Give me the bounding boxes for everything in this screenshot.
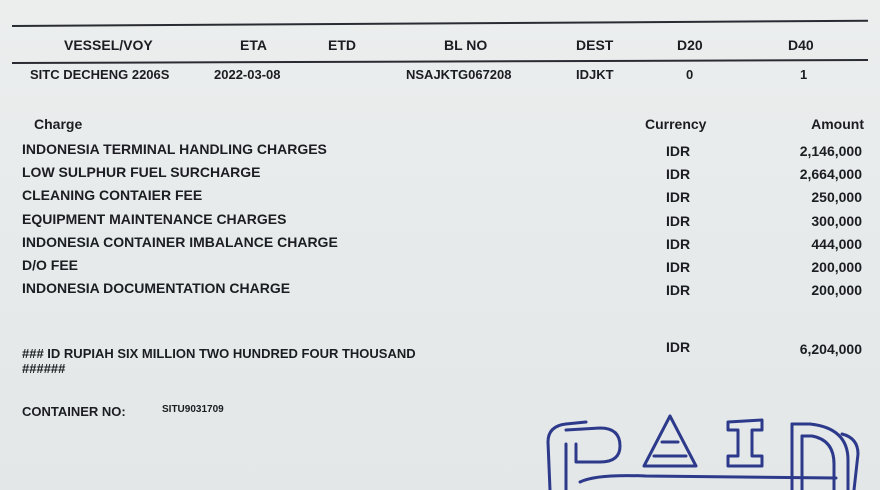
eta-value: 2022-03-08: [214, 67, 281, 82]
charge-amount: 2,664,000: [799, 166, 862, 183]
charge-currency: IDR: [666, 166, 691, 183]
charge-amount: 444,000: [811, 235, 862, 252]
col-header-dest: DEST: [576, 37, 614, 53]
charge-currency: IDR: [666, 259, 691, 275]
charge-description: EQUIPMENT MAINTENANCE CHARGES: [22, 210, 287, 227]
container-no-value: SITU9031709: [162, 404, 224, 415]
col-header-d20: D20: [677, 37, 703, 53]
top-rule: [12, 20, 868, 27]
total-amount: 6,204,000: [799, 341, 862, 357]
charge-amount: 200,000: [811, 259, 862, 275]
charge-row: [0, 258, 880, 280]
dest-value: IDJKT: [576, 67, 614, 82]
charge-row: [0, 212, 880, 234]
charge-description: INDONESIA DOCUMENTATION CHARGE: [22, 280, 291, 297]
currency-col-header: Currency: [645, 116, 707, 132]
bl-no-value: NSAJKTG067208: [406, 67, 512, 82]
charge-description: INDONESIA TERMINAL HANDLING CHARGES: [22, 141, 327, 157]
charge-currency: IDR: [666, 235, 691, 252]
d20-value: 0: [686, 67, 694, 82]
charge-amount: 2,146,000: [799, 143, 862, 159]
col-header-vessel-voy: VESSEL/VOY: [64, 37, 153, 53]
container-no-label: CONTAINER NO:: [22, 404, 126, 419]
charge-row: [0, 188, 880, 210]
charge-row: [0, 281, 880, 303]
d40-value: 1: [800, 67, 808, 82]
charge-col-header: Charge: [34, 116, 83, 132]
charge-description: LOW SULPHUR FUEL SURCHARGE: [22, 164, 261, 181]
charge-description: D/O FEE: [22, 257, 79, 273]
charge-amount: 300,000: [811, 212, 862, 229]
total-currency: IDR: [666, 339, 691, 355]
charge-row: [0, 235, 880, 257]
col-header-bl-no: BL NO: [444, 37, 488, 53]
header-rule: [12, 59, 868, 64]
charge-description: CLEANING CONTAIER FEE: [22, 187, 203, 204]
vessel-voy-value: SITC DECHENG 2206S: [30, 67, 170, 82]
charge-currency: IDR: [666, 282, 691, 299]
col-header-eta: ETA: [240, 37, 267, 53]
col-header-d40: D40: [788, 37, 814, 53]
charge-amount: 250,000: [811, 189, 862, 206]
paid-stamp-graphic: [536, 404, 876, 490]
charge-row: [0, 142, 880, 164]
charge-currency: IDR: [666, 189, 691, 206]
col-header-etd: ETD: [328, 37, 356, 53]
charge-row: [0, 165, 880, 187]
charge-description: INDONESIA CONTAINER IMBALANCE CHARGE: [22, 233, 338, 250]
charge-currency: IDR: [666, 143, 691, 159]
paid-stamp: [536, 404, 876, 490]
amount-in-words: ### ID RUPIAH SIX MILLION TWO HUNDRED FOUR THOUSAND ######: [22, 346, 416, 376]
amount-col-header: Amount: [811, 116, 864, 132]
charge-amount: 200,000: [811, 282, 862, 299]
charge-currency: IDR: [666, 212, 691, 229]
